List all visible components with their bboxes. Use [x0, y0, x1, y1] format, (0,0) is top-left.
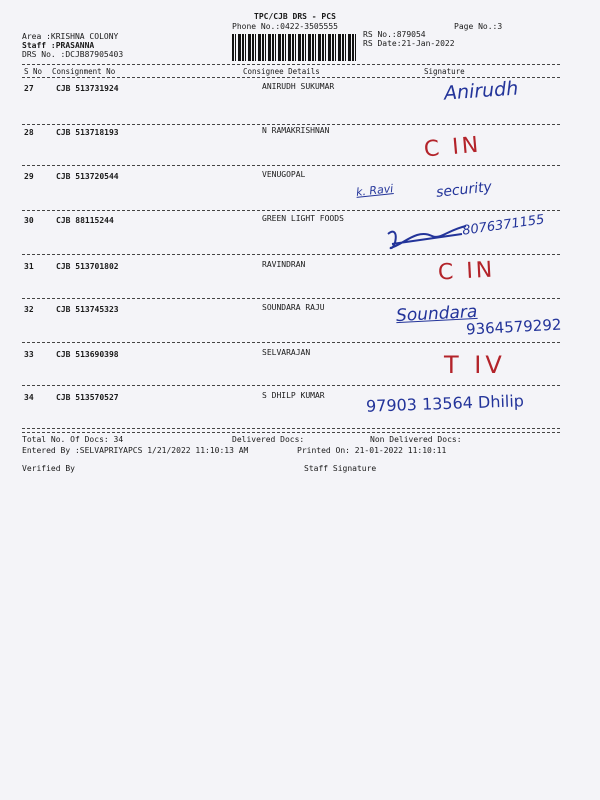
- row-divider: [22, 124, 560, 125]
- row-divider: [22, 210, 560, 211]
- rs-date: RS Date:21-Jan-2022: [363, 39, 455, 48]
- row-serial: 32: [24, 305, 34, 314]
- row-serial: 33: [24, 350, 34, 359]
- row-consignment-number: CJB 88115244: [56, 216, 114, 225]
- staff-signature: Staff Signature: [304, 464, 377, 473]
- row-consignee-name: S DHILP KUMAR: [262, 391, 325, 400]
- row-consignee-name: ANIRUDH SUKUMAR: [262, 82, 335, 91]
- table-row: [0, 350, 600, 394]
- signature-row-32: Soundara: [395, 301, 478, 327]
- row-consignment-number: CJB 513570527: [56, 393, 119, 402]
- row-serial: 31: [24, 262, 34, 271]
- row-serial: 27: [24, 84, 34, 93]
- page-number: Page No.:3: [454, 22, 503, 31]
- staff-label: Staff :PRASANNA: [22, 41, 95, 50]
- row-serial: 28: [24, 128, 34, 137]
- row-consignee-name: RAVINDRAN: [262, 260, 306, 269]
- row-divider: [22, 165, 560, 166]
- row-consignee-name: VENUGOPAL: [262, 170, 306, 179]
- rs-number: RS No.:879054: [363, 30, 426, 39]
- row-consignee-name: SELVARAJAN: [262, 348, 311, 357]
- row-divider: [22, 385, 560, 386]
- phone-number: Phone No.:0422-3505555: [232, 22, 338, 31]
- divider: [22, 432, 560, 433]
- divider: [22, 64, 560, 65]
- column-header-consignee: Consignee Details: [243, 67, 320, 76]
- row-serial: 34: [24, 393, 34, 402]
- entered-by: Entered By :SELVAPRIYAPCS 1/21/2022 11:10:13 AM: [22, 446, 249, 455]
- row-consignee-name: N RAMAKRISHNAN: [262, 126, 330, 135]
- row-consignment-number: CJB 513718193: [56, 128, 119, 137]
- row-divider: [22, 342, 560, 343]
- column-header-consignment: Consignment No: [52, 67, 116, 76]
- row-serial: 30: [24, 216, 34, 225]
- column-header-sno: S No: [24, 67, 43, 76]
- signature-row-29: k. Ravi: [355, 182, 394, 199]
- verified-by: Verified By: [22, 464, 75, 473]
- row-consignment-number: CJB 513690398: [56, 350, 119, 359]
- divider: [22, 77, 560, 78]
- row-consignee-name: GREEN LIGHT FOODS: [262, 214, 344, 223]
- signature-scribble-row-30: [382, 216, 472, 256]
- area-label: Area :KRISHNA COLONY: [22, 32, 119, 41]
- signature-row-27: Anirudh: [443, 77, 519, 105]
- row-consignee-name: SOUNDARA RAJU: [262, 303, 325, 312]
- handwritten-phone-row-32: 9364579292: [465, 315, 562, 339]
- total-docs: Total No. Of Docs: 34: [22, 435, 124, 444]
- handwritten-note-row-28: C IN: [423, 132, 483, 163]
- delivered-docs: Delivered Docs:: [232, 435, 305, 444]
- row-divider: [22, 428, 560, 429]
- barcode: [232, 34, 358, 61]
- table-row: [0, 262, 600, 306]
- handwritten-note-row-31: C IN: [437, 257, 496, 286]
- row-serial: 29: [24, 172, 34, 181]
- column-header-signature: Signature: [424, 67, 465, 76]
- handwritten-phone-row-30: 8076371155: [461, 212, 546, 239]
- drs-number: DRS No. :DCJB87905403: [22, 50, 124, 59]
- row-consignment-number: CJB 513731924: [56, 84, 119, 93]
- non-delivered-docs: Non Delivered Docs:: [370, 435, 462, 444]
- row-consignment-number: CJB 513701802: [56, 262, 119, 271]
- handwritten-note-row-33: T IV: [444, 351, 506, 379]
- document-title: TPC/CJB DRS - PCS: [254, 12, 336, 21]
- row-consignment-number: CJB 513745323: [56, 305, 119, 314]
- handwritten-phone-row-34: 97903 13564 Dhilip: [365, 391, 525, 416]
- row-divider: [22, 298, 560, 299]
- row-divider: [22, 254, 560, 255]
- handwritten-note-row-29: security: [435, 179, 493, 201]
- row-consignment-number: CJB 513720544: [56, 172, 119, 181]
- printed-on: Printed On: 21-01-2022 11:10:11: [297, 446, 447, 455]
